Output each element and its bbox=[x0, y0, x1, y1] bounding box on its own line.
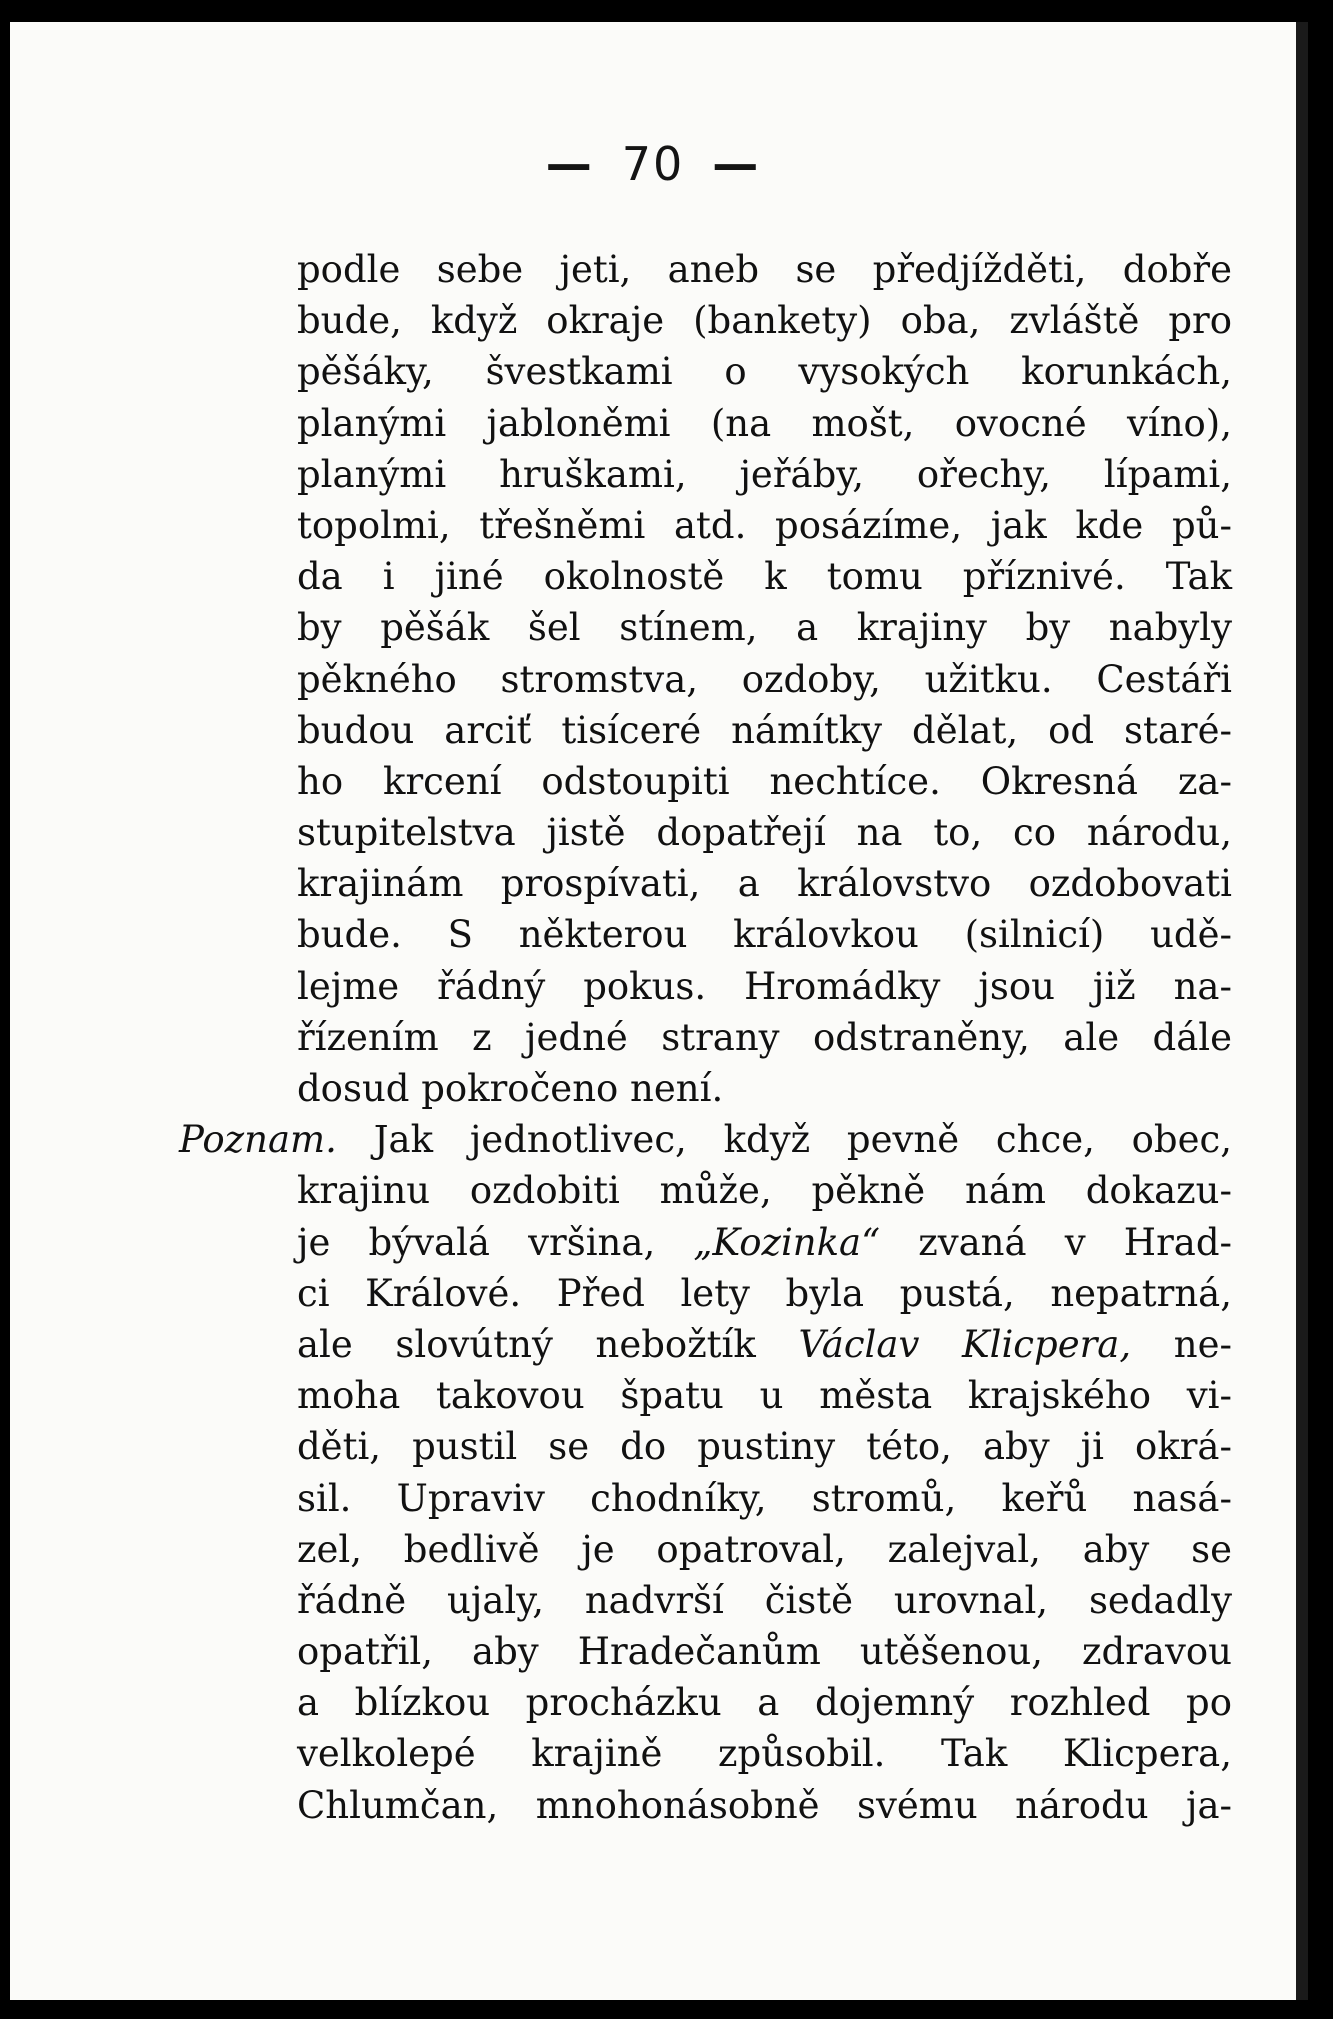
text-line: ho krcení odstoupiti nechtíce. Okresná za- bbox=[297, 759, 1232, 803]
text-line bbox=[297, 1217, 1232, 1268]
text-line: bude, když okraje (bankety) oba, zvláště pro bbox=[297, 299, 1232, 343]
text-line: velkolepé krajině způsobil. Tak Klicpera, bbox=[297, 1732, 1232, 1776]
text-line: ci Králové. Před lety byla pustá, nepatrná, bbox=[297, 1271, 1232, 1315]
paragraph-note bbox=[179, 1114, 1233, 1831]
text-line: dosud pokročeno není. bbox=[297, 1067, 724, 1110]
text-fragment: ne- bbox=[1131, 1322, 1232, 1366]
text-line: planými hruškami, jeřáby, ořechy, lípami, bbox=[297, 452, 1232, 496]
text-fragment: ale slovútný nebožtík bbox=[297, 1322, 799, 1366]
text-line: bude. S některou královkou (silnicí) udě- bbox=[297, 913, 1232, 957]
text-line: a blízkou procházku a dojemný rozhled po bbox=[297, 1681, 1232, 1725]
note-first-line bbox=[179, 1114, 1232, 1165]
person-name-italic: Václav Klicpera, bbox=[798, 1322, 1132, 1366]
text-line: planými jabloněmi (na mošt, ovocné víno), bbox=[297, 401, 1232, 445]
page-body bbox=[179, 244, 1233, 1831]
text-line: topolmi, třešněmi atd. posázíme, jak kde pů- bbox=[297, 503, 1232, 547]
page-header bbox=[10, 137, 1296, 191]
text-line: krajinu ozdobiti může, pěkně nám dokazu- bbox=[297, 1169, 1232, 1213]
place-name-italic: „Kozinka“ bbox=[693, 1220, 881, 1264]
text-line: pěkného stromstva, ozdoby, užitku. Cestáři bbox=[297, 657, 1232, 701]
text-line: řádně ujaly, nadvrší čistě urovnal, sedadly bbox=[297, 1578, 1232, 1622]
header-dash-left: — bbox=[545, 137, 594, 191]
paragraph-main bbox=[297, 244, 1232, 1114]
text-line bbox=[297, 1319, 1232, 1370]
text-line: by pěšák šel stínem, a krajiny by nabyly bbox=[297, 606, 1232, 650]
book-page bbox=[10, 22, 1308, 2000]
text-line: krajinám prospívati, a královstvo ozdobovati bbox=[297, 862, 1232, 906]
text-line: da i jiné okolnostě k tomu příznivé. Tak bbox=[297, 555, 1232, 599]
text-line: moha takovou špatu u města krajského vi- bbox=[297, 1374, 1232, 1418]
text-line: děti, pustil se do pustiny této, aby ji okrá- bbox=[297, 1425, 1232, 1469]
text-line: opatřil, aby Hradečanům utěšenou, zdravou bbox=[297, 1630, 1232, 1674]
text-line: podle sebe jeti, aneb se předjížděti, dobře bbox=[297, 248, 1232, 291]
text-line: Chlumčan, mnohonásobně svému národu ja- bbox=[297, 1783, 1232, 1827]
page-number: 70 bbox=[621, 137, 685, 191]
text-line: sil. Upraviv chodníky, stromů, keřů nasá- bbox=[297, 1476, 1232, 1520]
text-line: budou arciť tisíceré námítky dělat, od staré- bbox=[297, 708, 1232, 752]
text-line: pěšáky, švestkami o vysokých korunkách, bbox=[297, 350, 1232, 394]
text-fragment: zvaná v Hrad- bbox=[880, 1220, 1233, 1264]
text-line: stupitelstva jistě dopatřejí na to, co národu, bbox=[297, 811, 1232, 855]
text-fragment: je bývalá vršina, bbox=[297, 1220, 694, 1264]
text-line: řízením z jedné strany odstraněny, ale dále bbox=[297, 1015, 1232, 1059]
text-line: lejme řádný pokus. Hromádky jsou již na- bbox=[297, 964, 1232, 1008]
note-label: Poznam. bbox=[179, 1118, 337, 1162]
note-text: Jak jednotlivec, když pevně chce, obec, bbox=[336, 1118, 1232, 1162]
text-line: zel, bedlivě je opatroval, zalejval, aby se bbox=[297, 1527, 1232, 1571]
header-dash-right: — bbox=[712, 137, 761, 191]
